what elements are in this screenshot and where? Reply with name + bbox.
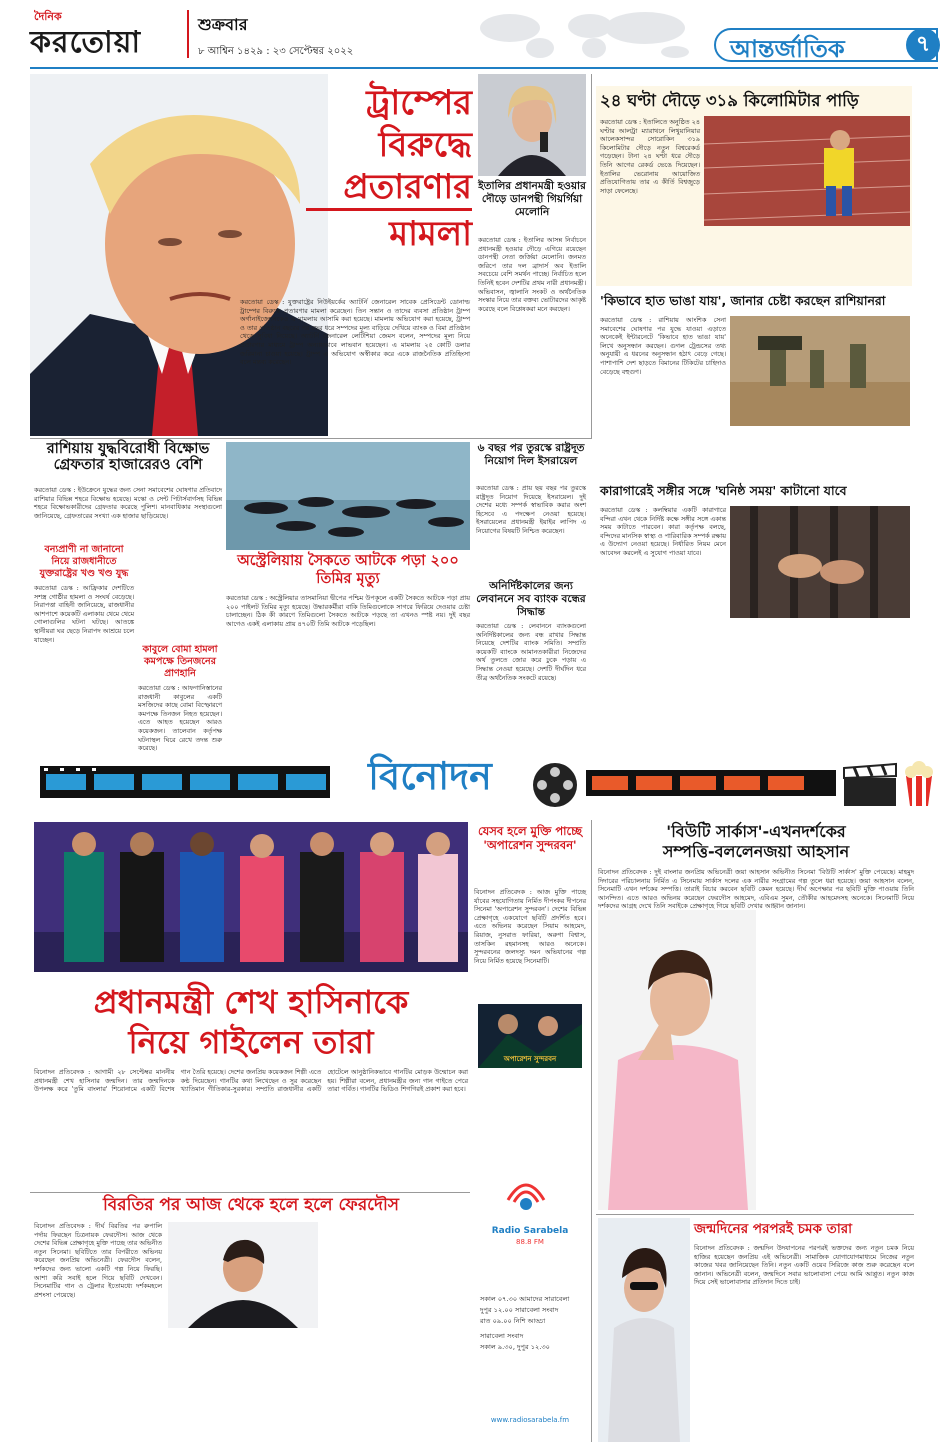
russia-hand-body-cont [730, 430, 910, 478]
section-rule [596, 1214, 914, 1215]
radio-schedule-line: দুপুর ১২.০০ সারাবেলা সংবাদ [480, 1306, 559, 1314]
kabul-body: করতোয়া ডেস্ক : আফগানিস্তানের রাজধানী কাবুলের একটি মসজিদের কাছে বোমা বিস্ফোরণে কমপক্ষে তিনজন নিহত হয়েছেন। এতে আহত হয়েছেন আরও কয়েকজন। তালেবান কর্তৃপক্ষ ঘটনাস্থল ঘিরে রেখে তদন্ত শুরু করেছে। [138, 684, 222, 753]
trump-headline-line: ট্রাম্পের [366, 83, 472, 123]
section-rule [30, 438, 592, 439]
russia-hand-headline: 'কিভাবে হাত ভাঙা যায়', জানার চেষ্টা করছেন রাশিয়ানরা [600, 293, 886, 308]
film-strip-right [586, 770, 836, 796]
radio-schedule-line: সকাল ৯.৩০, দুপুর ১২.৩০ [480, 1343, 550, 1351]
whales-body: করতোয়া ডেস্ক : অস্ট্রেলিয়ার তাসমানিয়া দ্বীপের পশ্চিম উপকূলে একটি সৈকতে আটকে পড়া প্রায় ২০০ পাইলট তিমির মৃত্যু হয়েছে। উদ্ধারকর্মীরা বাকি তিমিগুলোকে সাগরে ফিরিয়ে দেওয়ার চেষ্টা চালাচ্ছেন। ঠিক কী কারণে তিমিগুলো সৈকতে আটকে পড়ছে তা এখনও স্পষ্ট নয়। দুই বছর আগেও একই এলাকায় প্রায় ৪৭০টি তিমি আটকে পড়েছিল। [226, 594, 470, 628]
logo [30, 4, 180, 66]
logo-main-text: করতোয়া [30, 25, 142, 60]
radio-ad [474, 1166, 586, 1442]
radio-logo-icon [496, 1166, 556, 1226]
runner-photo [704, 116, 910, 226]
world-map-graphic [470, 6, 710, 62]
chamak-body: বিনোদন প্রতিবেদক : জন্মদিন উদযাপনের পরপরই ভক্তদের জন্য নতুন চমক নিয়ে হাজির হয়েছেন জনপ্রিয় এই অভিনেত্রী। সামাজিক যোগাযোগমাধ্যমে নিজের নতুন কাজের খবর জানিয়েছেন তিনি। নতুন একটি ওয়েব সিরিজে কাজ শুরু করেছেন বলে জানান। অভিনেত্রী বলেন, জন্মদিনে সবার ভালোবাসা পেয়ে আমি আপ্লুত। নতুন কাজ দিয়ে সেই ভালোবাসার প্রতিদান দিতে চাই। [694, 1244, 914, 1287]
masthead-divider [187, 10, 189, 58]
sundarban-headline: যেসব হলে মুক্তি পাচ্ছে 'অপারেশন সুন্দরবন' [477, 824, 583, 852]
radio-frequency: 88.8 FM [516, 1238, 544, 1246]
column-rule [591, 74, 592, 438]
russia-hand-body: করতোয়া ডেস্ক : রাশিয়ায় আংশিক সেনা সমাবেশের ঘোষণার পর যুদ্ধে যাওয়া এড়াতে অনেকেই ইন্টারনেটে 'কিভাবে হাত ভাঙা যায়' লিখে অনুসন্ধান করছেন। গুগল ট্রেন্ডসের তথ্য অনুযায়ী এ ধরনের অনুসন্ধান হঠাৎ বেড়ে গেছে। পাশাপাশি দেশ ছাড়তে বিমানের টিকিটের চাহিদাও বেড়েছে বহুগুণ। [600, 316, 726, 376]
jaya-headline-line: সম্পত্তি-বললেনজয়া আহসান [662, 842, 850, 861]
meloni-photo [478, 74, 586, 176]
protest-body-cont [138, 544, 222, 642]
sundarban-body: বিনোদন প্রতিবেদক : আজ মুক্তি পাচ্ছে র্যাবের সহযোগিতায় নির্মিত দীপংকর দীপনের সিনেমা 'অপারেশন সুন্দরবন'। দেশের বিভিন্ন প্রেক্ষাগৃহে একযোগে ছবিটি প্রদর্শিত হবে। এতে অভিনয় করেছেন সিয়াম আহমেদ, রিয়াজ, নুসরাত ফারিয়া, অরুণা বিশ্বাস, তাসকিন রহমানসহ আরও অনেকে। সুন্দরবনের জলদস্যু দমন অভিযানের গল্প নিয়ে নির্মিত হয়েছে সিনেমাটি। [474, 888, 586, 965]
binodon-banner [30, 754, 938, 814]
radio-schedule-line: সারাবেলা সংবাদ [480, 1332, 524, 1340]
page-number-badge [906, 28, 940, 62]
page-number: ৭ [915, 32, 931, 57]
section-banner [714, 28, 938, 62]
column-rule [591, 820, 592, 1442]
section-title: আন্তর্জাতিক [730, 35, 845, 63]
soldiers-photo [730, 316, 910, 426]
pm-song-headline-line: নিয়ে গাইলেন তারা [128, 1023, 374, 1061]
lebanon-body: করতোয়া ডেস্ক : লেবাননে ব্যাংকগুলো অনির্দিষ্টকালের জন্য বন্ধ রাখার সিদ্ধান্ত নিয়েছে দেশটির ব্যাংক সমিতি। সম্প্রতি কয়েকটি ব্যাংকে আমানতকারীরা নিজেদের অর্থ তুলতে জোর করে ঢুকে পড়ায় এ সিদ্ধান্ত নেওয়া হয়েছে। দেশটি দীর্ঘদিন ধরে তীব্র অর্থনৈতিক সংকটে রয়েছে। [476, 622, 586, 682]
clapperboard-icon [840, 762, 900, 808]
sundarban-poster [478, 1004, 582, 1068]
chamak-photo [598, 1218, 690, 1442]
lebanon-headline: অনির্দিষ্টকালের জন্য লেবাননে সব ব্যাংক বন্ধের সিদ্ধান্ত [476, 580, 586, 618]
whales-photo [226, 442, 470, 550]
trump-body: করতোয়া ডেস্ক : যুক্তরাষ্ট্রের নিউইয়র্কের অ্যাটর্নি জেনারেল সাবেক প্রেসিডেন্ট ডোনাল্ড ট্রাম্পের বিরুদ্ধে প্রতারণার মামলা করেছেন। তিন সন্তান ও তাদের ব্যবসা প্রতিষ্ঠান ট্রাম্প অর্গানাইজেশনকেও এ মামলায় আসামি করা হয়েছে। মামলায় অভিযোগ করা হয়েছে, ট্রাম্প ও তার প্রতিষ্ঠান বছরের পর বছর ধরে সম্পদের মূল্য বাড়িয়ে দেখিয়ে ব্যাংক ও বিমা প্রতিষ্ঠান থেকে সুবিধা নিয়েছে। অ্যাটর্নি জেনারেল লেটিশিয়া জেমস বলেন, সম্পদের মূল্য নিয়ে প্রতারণার মাধ্যমে ট্রাম্প অন্যায়ভাবে লাভবান হয়েছেন। এ মামলায় ২৫ কোটি ডলার জরিমানা চাওয়া হয়েছে। ট্রাম্প এ অভিযোগ অস্বীকার করে একে রাজনৈতিক প্রতিহিংসা বলে মন্তব্য করেছেন। [240, 298, 470, 367]
radio-schedule-line: সকাল ০৭.৩০ আমাদের সারাবেলা [480, 1295, 570, 1303]
runner-body: করতোয়া ডেস্ক : ইতালিতে অনুষ্ঠিত ২৪ ঘণ্টার আলট্রা ম্যারাথনে লিথুয়ানিয়ার আলেকসান্দর সোরোকিন ৩১৯ কিলোমিটার দৌড়ে নতুন বিশ্বরেকর্ড গড়েছেন। টানা ২৪ ঘণ্টা ধরে দৌড়ে তিনি আগের রেকর্ড ভেঙে দিয়েছেন। ইতালির ভেরোনায় আয়োজিত প্রতিযোগিতায় তার এ কীর্তি বিশ্বজুড়ে সাড়া ফেলেছে। [600, 118, 700, 195]
prison-body: করতোয়া ডেস্ক : কলম্বিয়ার একটি কারাগারে বন্দিরা এখন থেকে নির্দিষ্ট কক্ষে সঙ্গীর সঙ্গে একান্ত সময় কাটাতে পারবেন। কারা কর্তৃপক্ষ বলছে, বন্দিদের মানসিক স্বাস্থ্য ও পারিবারিক সম্পর্ক রক্ষায় এ উদ্যোগ নেওয়া হয়েছে। নির্ধারিত নিয়ম মেনে আবেদন করলেই এ সুযোগ পাওয়া যাবে। [600, 506, 726, 557]
radio-url[interactable]: www.radiosarabela.fm [490, 1416, 570, 1424]
jaya-body-cont [760, 910, 914, 1210]
protest-headline: রাশিয়ায় যুদ্ধবিরোধী বিক্ষোভ গ্রেফতার হাজারেরও বেশি [46, 441, 210, 473]
burkina-body: করতোয়া ডেস্ক : আফ্রিকার দেশটিতে সশস্ত্র গোষ্ঠীর হামলা ও সংঘর্ষ বেড়েছে। নিরাপত্তা বাহিনী জানিয়েছে, রাজধানীর আশপাশে কয়েকটি এলাকায় থেমে থেমে গোলাগুলির ঘটনা ঘটছে। আতঙ্কে স্থানীয়রা ঘর ছেড়ে নিরাপদ আশ্রয়ে চলে যাচ্ছেন। [34, 584, 134, 644]
radio-schedule-line: রাত ০৯.০০ নিশি আড্ডা [480, 1317, 546, 1325]
runner-headline: ২৪ ঘণ্টা দৌড়ে ৩১৯ কিলোমিটার পাড়ি [600, 91, 859, 110]
sundarban-body-cont [474, 1072, 586, 1162]
pm-song-headline-line: প্রধানমন্ত্রী শেখ হাসিনাকে [93, 983, 409, 1021]
trump-headline-line: মামলা [306, 208, 472, 255]
meloni-headline: ইতালির প্রধানমন্ত্রী হওয়ার দৌড়ে ডানপন্থী গিয়র্গিয়া মেলোনি [478, 180, 586, 218]
section-rule [30, 1192, 470, 1193]
pm-song-headline [34, 982, 468, 1062]
masthead-day: শুক্রবার [198, 15, 248, 34]
meloni-body: করতোয়া ডেস্ক : ইতালির আসন্ন নির্বাচনে প্রধানমন্ত্রী হওয়ার দৌড়ে এগিয়ে রয়েছেন ডানপন্থী নেতা জর্জিয়া মেলোনি। জনমত জরিপে তার দল ব্রাদার্স অব ইতালি সবচেয়ে বেশি সমর্থন পাচ্ছে। নির্বাচিত হলে তিনিই হবেন দেশটির প্রথম নারী প্রধানমন্ত্রী। অভিবাসন, জ্বালানি সংকট ও অর্থনৈতিক সংস্কার নিয়ে তার বক্তব্য ভোটারদের আকৃষ্ট করেছে বলে বিশ্লেষকরা মনে করছেন। [478, 236, 586, 313]
trump-headline-line: প্রতারণার [343, 167, 472, 207]
sundarban-poster-title: অপারেশন সুন্দরবন [503, 1055, 557, 1063]
film-reel-icon [530, 760, 580, 810]
israel-headline: ৬ বছর পর তুরস্কে রাষ্ট্রদূত নিয়োগ দিল ইসরায়েল [477, 442, 585, 467]
trump-headline [306, 82, 472, 255]
masthead-rule [30, 67, 938, 69]
jaya-body: বিনোদন প্রতিবেদক : দুই বাংলার জনপ্রিয় অভিনেত্রী জয়া আহসান অভিনীত সিনেমা 'বিউটি সার্কাস' মুক্তি পেয়েছে। মাহমুদ দিদারের পরিচালনায় নির্মিত এ সিনেমায় সার্কাস দলের এক নারীর সংগ্রামের গল্প তুলে ধরা হয়েছে। জয়া আহসান বলেন, সিনেমাটি এখন দর্শকের সম্পত্তি। তারাই বিচার করবেন ছবিটি কেমন হয়েছে। দীর্ঘ অপেক্ষার পর ছবিটি মুক্তি পাওয়ায় তিনি আনন্দিত। এতে আরও অভিনয় করেছেন ফেরদৌস আহমেদ, এবিএম সুমন, তৌকীর আহমেদসহ অনেকে। সিনেমাটি নিয়ে দর্শকদের আগ্রহ দেখে তিনি সবাইকে প্রেক্ষাগৃহে গিয়ে ছবিটি দেখার আহ্বান জানান। [598, 868, 914, 911]
radio-name: Radio Sarabela [491, 1226, 569, 1236]
israel-body: করতোয়া ডেস্ক : প্রায় ছয় বছর পর তুরস্কে রাষ্ট্রদূত নিয়োগ দিয়েছে ইসরায়েল। দুই দেশের মধ্যে সম্পর্ক স্বাভাবিক করার অংশ হিসেবে এ পদক্ষেপ নেওয়া হয়েছে। ইসরায়েলের প্রধানমন্ত্রী ইয়াইর লাপিদ এ নিয়োগের বিষয়টি নিশ্চিত করেছেন। [476, 484, 586, 535]
jaya-photo [598, 910, 756, 1210]
pm-song-body: বিনোদন প্রতিবেদক : আগামী ২৮ সেপ্টেম্বর মাননীয় প্রধানমন্ত্রী শেখ হাসিনার জন্মদিন। তার জন্মদিনকে উপলক্ষ করে 'তুমি বাংলার' শিরোনামে একটি বিশেষ গান তৈরি হয়েছে। দেশের জনপ্রিয় কয়েকজন শিল্পী এতে কণ্ঠ দিয়েছেন। গানটির কথা লিখেছেন ও সুর করেছেন খ্যাতিমান গীতিকার-সুরকার। সম্প্রতি রাজধানীর একটি হোটেলে আনুষ্ঠানিকভাবে গানটির মোড়ক উন্মোচন করা হয়। শিল্পীরা বলেন, প্রধানমন্ত্রীর জন্য গান গাইতে পেরে তারা গর্বিত। গানটির ভিডিও শিগগিরই প্রকাশ করা হবে। [34, 1068, 468, 1094]
ferdous-body: বিনোদন প্রতিবেদক : দীর্ঘ বিরতির পর রুপালি পর্দায় ফিরছেন চিত্রনায়ক ফেরদৌস। আজ থেকে দেশের বিভিন্ন প্রেক্ষাগৃহে মুক্তি পাচ্ছে তার অভিনীত নতুন সিনেমা। ছবিটিতে তার বিপরীতে অভিনয় করেছেন জনপ্রিয় অভিনেত্রী। ফেরদৌস বলেন, দর্শকদের জন্য ভালো একটি গল্প নিয়ে ফিরছি। আশা করি সবাই হলে গিয়ে ছবিটি দেখবেন। সিনেমাটির গান ও ট্রেলার ইতোমধ্যে দর্শকমহলে প্রশংসা পেয়েছে। [34, 1222, 162, 1299]
pm-song-photo [34, 822, 468, 972]
popcorn-icon [902, 760, 936, 808]
jaya-headline-line: 'বিউটি সার্কাস'-এখনদর্শকের [666, 822, 846, 841]
logo-top-text: দৈনিক [34, 10, 62, 23]
prison-headline: কারাগারেই সঙ্গীর সঙ্গে 'ঘনিষ্ঠ সময়' কাটানো যাবে [600, 483, 847, 498]
chamak-headline: জন্মদিনের পরপরই চমক তারা [694, 1221, 853, 1237]
trump-headline-line: বিরুদ্ধে [378, 125, 472, 165]
masthead-date: ৮ আশ্বিন ১৪২৯ : ২৩ সেপ্টেম্বর ২০২২ [198, 46, 354, 57]
whales-headline: অস্ট্রেলিয়ায় সৈকতে আটকে পড়া ২০০ তিমির মৃত্যু [237, 553, 459, 587]
prison-body-cont [600, 620, 910, 740]
protest-body: করতোয়া ডেস্ক : ইউক্রেনে যুদ্ধের জন্য সেনা সমাবেশের ঘোষণার প্রতিবাদে রাশিয়ার বিভিন্ন শহরে বিক্ষোভ হয়েছে। মস্কো ও সেন্ট পিটার্সবার্গসহ বিভিন্ন শহরে বিক্ষোভকারীদের গ্রেফতার করেছে পুলিশ। মানবাধিকার সংস্থাগুলো জানিয়েছে, গ্রেফতারের সংখ্যা এক হাজার ছাড়িয়েছে। [34, 486, 222, 520]
runner-body-cont [704, 230, 910, 280]
kabul-headline: কাবুলে বোমা হামলা কমপক্ষে তিনজনের প্রাণহানি [142, 644, 218, 679]
ferdous-body-cont [168, 1330, 468, 1442]
prison-photo [730, 506, 910, 618]
burkina-headline: বন্যপ্রাণী না জানানো নিয়ে রাজধানীতে যুক্তরাষ্ট্রের খণ্ড খণ্ড যুদ্ধ [39, 544, 129, 579]
masthead [0, 0, 945, 70]
radio-schedule [480, 1294, 584, 1353]
jaya-headline [598, 822, 914, 862]
ferdous-headline: বিরতির পর আজ থেকে হলে হলে ফেরদৌস [102, 1195, 400, 1215]
ferdous-photo [168, 1222, 318, 1328]
film-strip-left [40, 766, 330, 798]
binodon-title: বিনোদন [368, 754, 492, 798]
